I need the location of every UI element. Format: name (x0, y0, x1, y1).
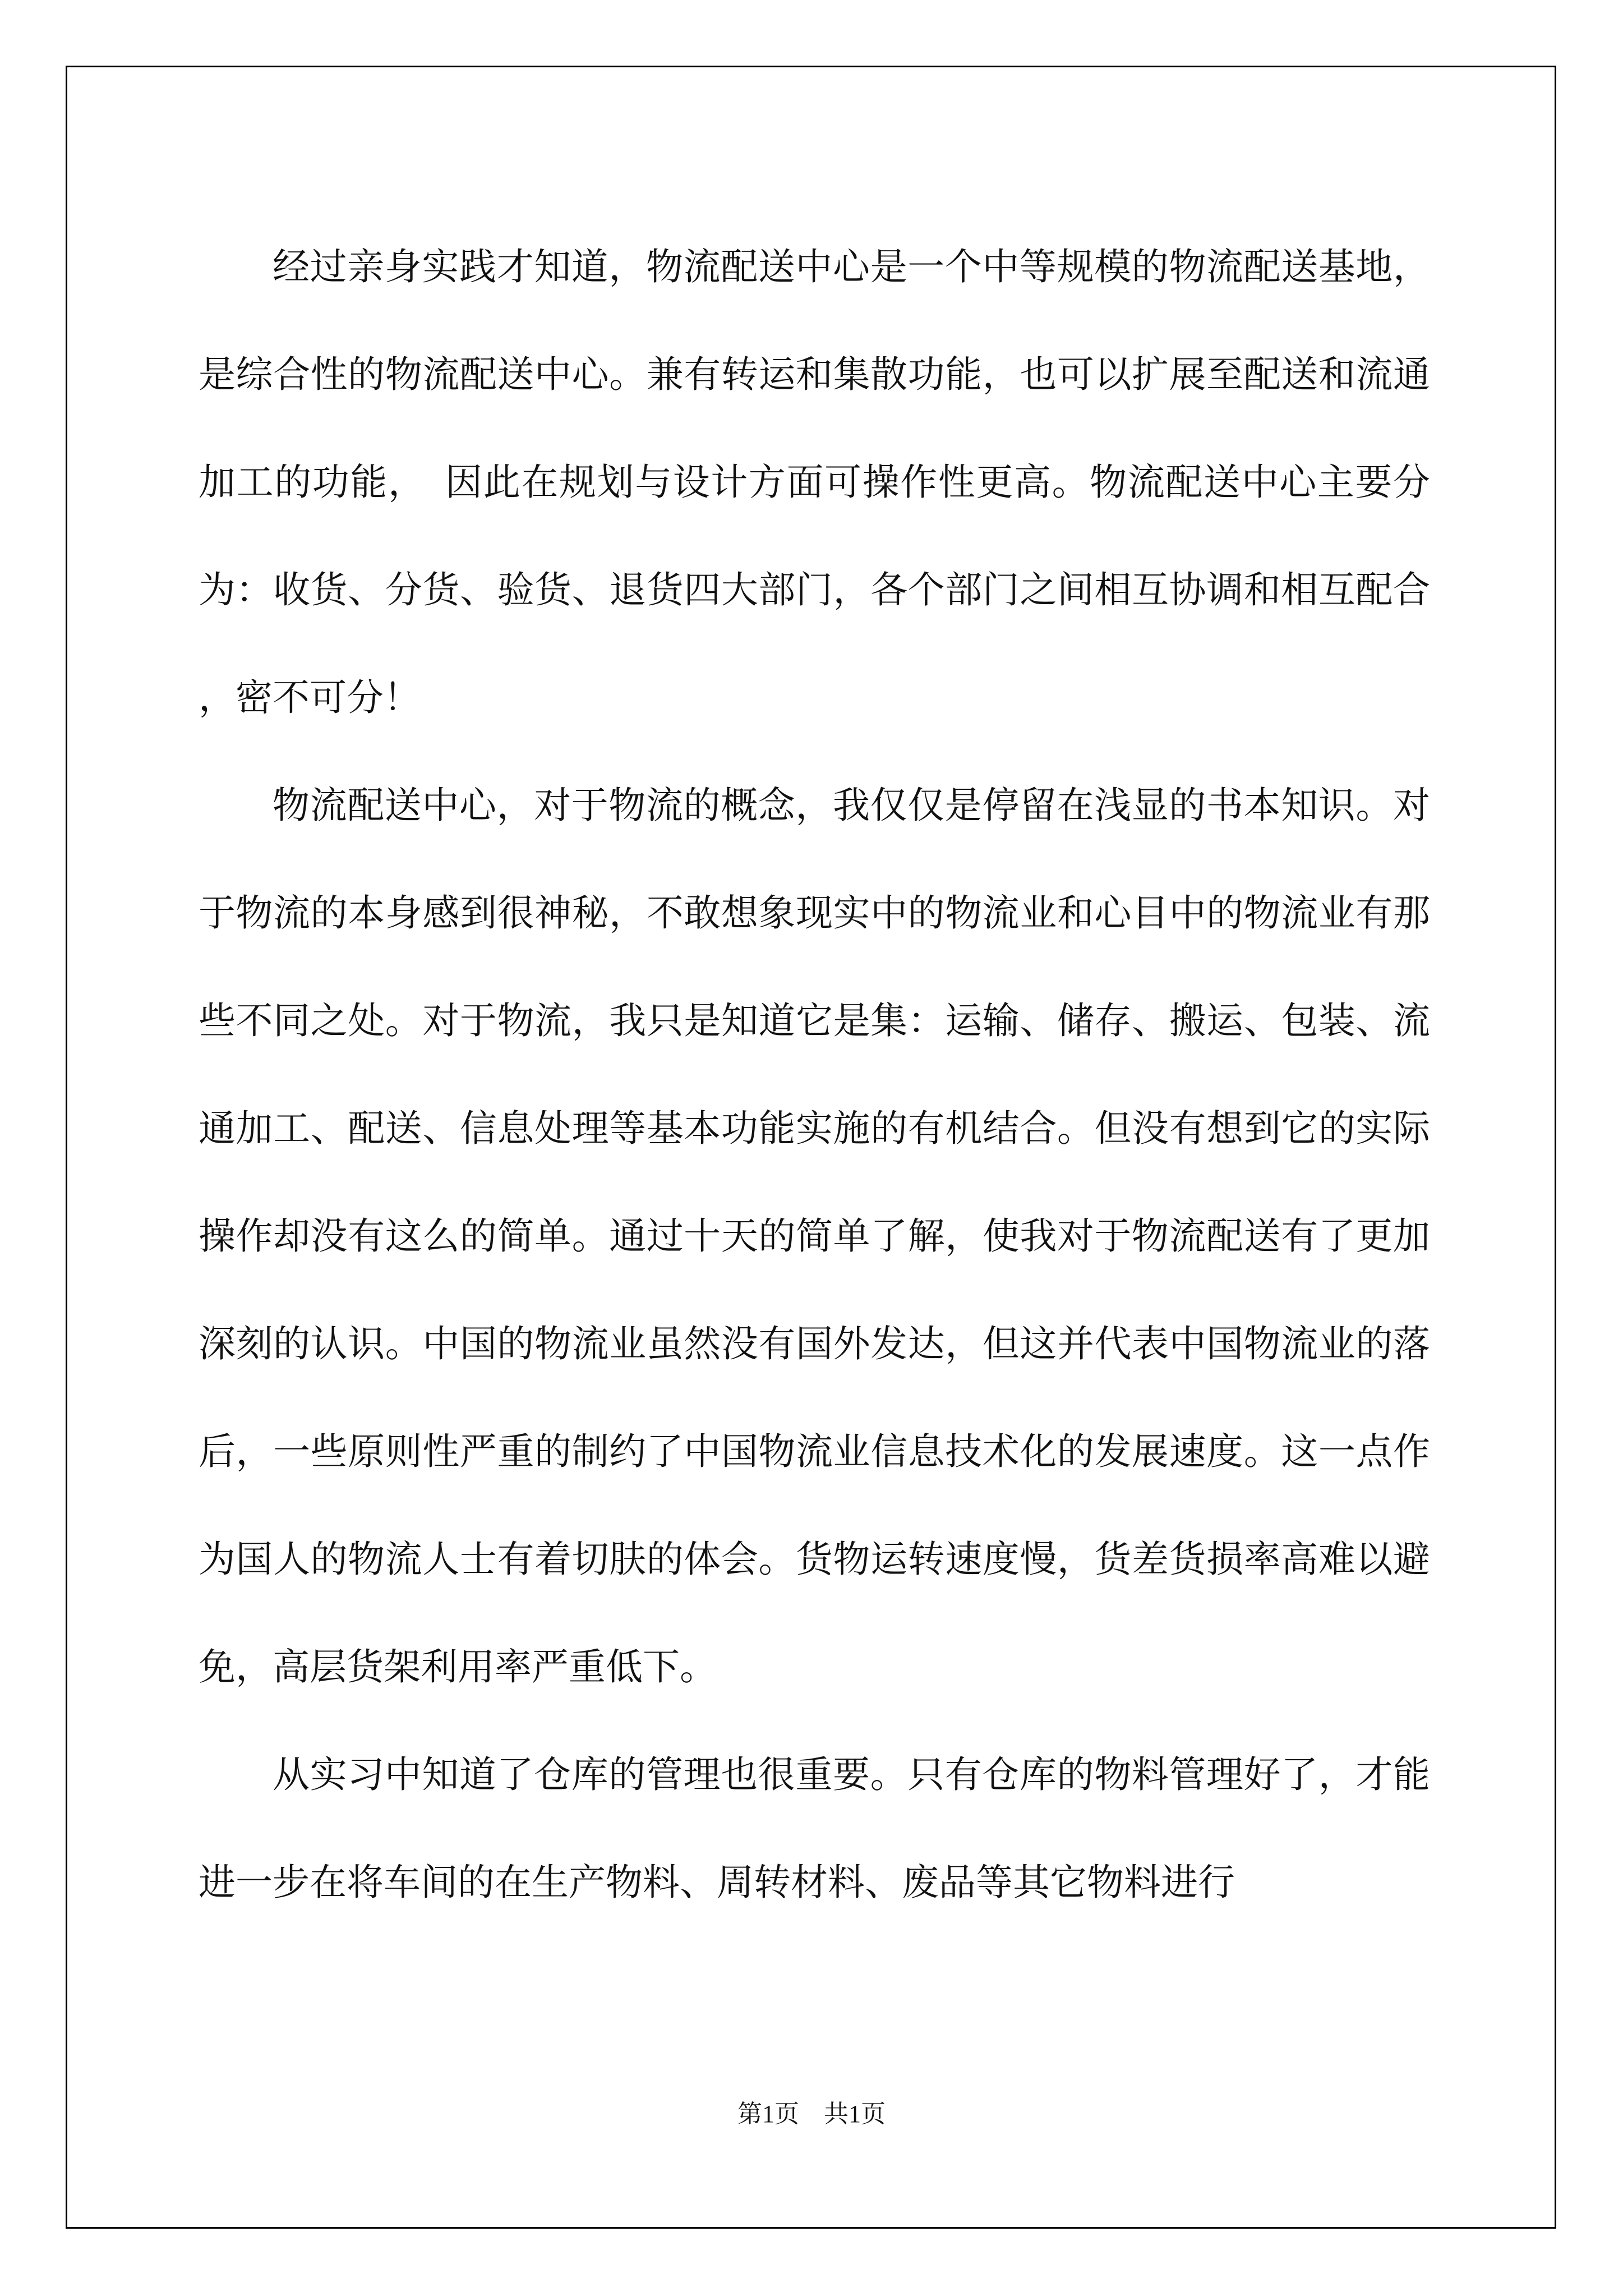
paragraph-1: 经过亲身实践才知道，物流配送中心是一个中等规模的物流配送基地，是综合性的物流配送中心。兼有转运和集散功能，也可以扩展至配送和流通加工的功能， 因此在规划与设计方面可操作性更高。物流配送中心主要分为：收货、分货、验货、退货四大部门，各个部门之间相互协调和相互配合，密不可分！ (199, 245, 1430, 719)
page-number-footer: 第1页 共1页 (737, 2100, 886, 2128)
document-body (199, 213, 1430, 1936)
paragraph-3: 从实习中知道了仓库的管理也很重要。只有仓库的物料管理好了，才能进一步在将车间的在生产物料、周转材料、废品等其它物料进行 (199, 1753, 1430, 1904)
paragraph-2: 物流配送中心，对于物流的概念，我仅仅是停留在浅显的书本知识。对于物流的本身感到很神秘，不敢想象现实中的物流业和心目中的物流业有那些不同之处。对于物流，我只是知道它是集：运输、储存、搬运、包装、流通加工、配送、信息处理等基本功能实施的有机结合。但没有想到它的实际操作却没有这么的简单。通过十天的简单了解，使我对于物流配送有了更加深刻的认识。中国的物流业虽然没有国外发达，但这并代表中国物流业的落后，一些原则性严重的制约了中国物流业信息技术化的发展速度。这一点作为国人的物流人士有着切肤的体会。货物运转速度慢，货差货损率高难以避免，高层货架利用率严重低下。 (199, 784, 1430, 1688)
